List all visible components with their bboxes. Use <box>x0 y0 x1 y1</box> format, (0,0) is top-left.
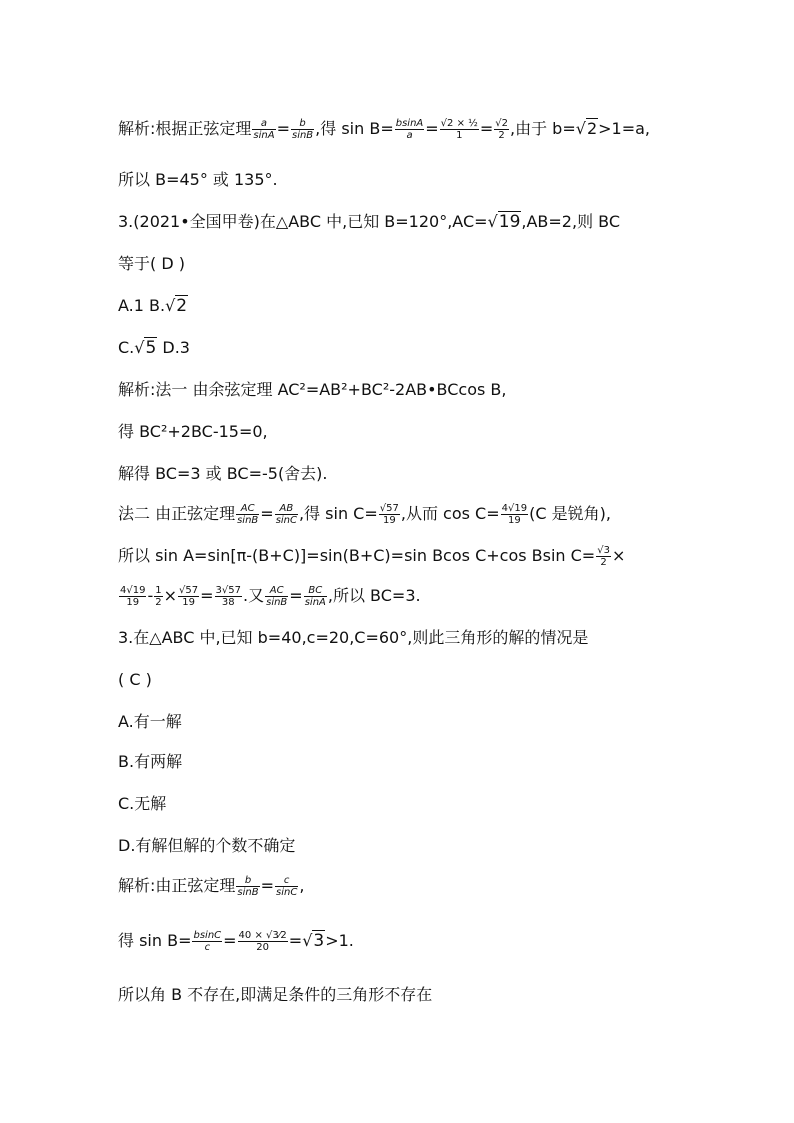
solution-3b-line-1: 解析:由正弦定理 $\frac{b}{\sin B}$ = $\frac{c}{\sin C}$ , <box>118 875 305 898</box>
fraction-3sqrt57-over-38: $\frac{3√57}{38}$ <box>215 585 242 608</box>
option-a <box>118 711 182 733</box>
option-b <box>118 751 182 773</box>
text: 等于( D ) <box>118 254 185 273</box>
fraction-sqrt57-over-19: $\frac{√57}{19}$ <box>179 585 199 608</box>
fraction-AC-over-sinB: $\frac{AC}{\sin B}$ <box>266 585 288 608</box>
text: 3.在△ABC 中,已知 b=40,c=20,C=60°,则此三角形的解的情况是 <box>118 628 589 647</box>
text: , <box>299 876 305 895</box>
text: × <box>163 586 178 605</box>
fraction-4sqrt19-over-19: $\frac{4√19}{19}$ <box>501 503 528 526</box>
solution-3b-conclusion <box>118 984 432 1006</box>
text: 所以角 B 不存在,即满足条件的三角形不存在 <box>118 985 433 1004</box>
text: A.有一解 <box>118 712 182 731</box>
fraction-b-over-sinB: $\frac{b}{\sin B}$ <box>237 875 259 898</box>
option-c <box>118 793 166 815</box>
fraction-AC-over-sinB: $\frac{AC}{\sin B}$ <box>237 503 259 526</box>
text: - <box>147 586 154 605</box>
fraction-b-over-sinB: $\frac{b}{\sin B}$ <box>291 118 314 141</box>
fraction-sqrt2-over-2: $\frac{√2}{2}$ <box>495 118 508 141</box>
text: A.1 B. <box>118 296 166 315</box>
text: ,所以 BC=3. <box>327 586 421 605</box>
text: ,得 sin C= <box>299 504 378 523</box>
text: ,得 sin B= <box>315 119 394 138</box>
question-3-answer <box>118 253 185 275</box>
fraction-bsinC-over-c: $\frac{bsinC}{c}$ <box>193 930 222 953</box>
fraction-40sqrt3-over-20: $\frac{40 \times √3⁄2}{20}$ <box>238 930 287 953</box>
solution-equation <box>118 421 268 443</box>
fraction-AB-over-sinC: $\frac{AB}{\sin C}$ <box>275 503 297 526</box>
question-3b-answer <box>118 669 152 691</box>
text: >1=a, <box>598 119 651 138</box>
text: ( C ) <box>118 670 152 689</box>
sqrt-3: √3 <box>302 931 325 951</box>
sqrt-2: √2 <box>165 296 188 316</box>
fraction-sqrt2-half-over-1: $\frac{\text{√2 × ½}}{1}$ <box>440 118 478 141</box>
sqrt-5: √5 <box>134 338 157 358</box>
answer-line <box>118 169 278 191</box>
sqrt-19: √19 <box>487 212 521 232</box>
text: D.3 <box>157 338 190 357</box>
solution-3b-line-2: 得 sin B= $\frac{bsinC}{c}$ = $\frac{40 \times √3⁄2}{20}$ =√3>1. <box>118 930 354 953</box>
options-a-b <box>118 295 188 317</box>
question-3b-stem <box>118 627 588 649</box>
text: ,从而 cos C= <box>400 504 500 523</box>
sqrt-2: √2 <box>575 119 598 138</box>
text: B.有两解 <box>118 752 183 771</box>
fraction-c-over-sinC: $\frac{c}{\sin C}$ <box>276 875 298 898</box>
text: 得 sin B= <box>118 931 192 950</box>
fraction-sqrt3-over-2: $\frac{√3}{2}$ <box>597 545 610 568</box>
text: 解析:法一 由余弦定理 AC²=AB²+BC²-2AB•BCcos B, <box>118 380 507 399</box>
fraction-4sqrt19-over-19: $\frac{4√19}{19}$ <box>120 585 146 608</box>
text: 解析:根据正弦定理 <box>118 119 252 138</box>
solution-sinA-expansion <box>118 545 625 568</box>
text: 所以 sin A=sin[π-(B+C)]=sin(B+C)=sin Bcos C+cos Bsin C= <box>118 546 596 565</box>
options-c-d <box>118 337 190 359</box>
fraction-bsinA-over-a: $\frac{bsinA}{a}$ <box>395 118 424 141</box>
text: 解得 BC=3 或 BC=-5(舍去). <box>118 464 328 483</box>
text: C.无解 <box>118 794 167 813</box>
text: ,AB=2,则 BC <box>521 212 621 231</box>
text: 解析:由正弦定理 <box>118 876 236 895</box>
text: = <box>200 586 214 605</box>
solution-method-1 <box>118 379 507 401</box>
text: ,由于 b= <box>509 119 576 138</box>
text: .又 <box>243 586 265 605</box>
text: (C 是锐角), <box>529 504 611 523</box>
solution-sinA-result: $\frac{4√19}{19}$ - $\frac{1}{2}$ × $\frac{√57}{19}$ = $\frac{3√57}{38}$ .又 $\frac{AC}{\sin B}$ = $\frac{BC}{\sin A}$ ,所以 BC=3. <box>120 585 421 608</box>
question-3-stem <box>118 211 620 233</box>
solution-line-1: 解析:根据正弦定理 $\frac{a}{\sin A}$ = $\frac{b}{\sin B}$ ,得 sin B= $\frac{bsinA}{a}$ = $\frac{\text{√2 × ½}}{1}$ = $\frac{√2}{2}$ ,由于 b=√2>1=a, <box>118 118 651 141</box>
text: 得 BC²+2BC-15=0, <box>118 422 268 441</box>
solution-result <box>118 463 328 485</box>
text: 法二 由正弦定理 <box>118 504 236 523</box>
text: × <box>611 546 626 565</box>
fraction-1-over-2: $\frac{1}{2}$ <box>155 585 162 608</box>
fraction-BC-over-sinA: $\frac{BC}{\sin A}$ <box>304 585 326 608</box>
fraction-sqrt57-over-19: $\frac{√57}{19}$ <box>379 503 399 526</box>
text: >1. <box>325 931 354 950</box>
text: 所以 B=45° 或 135°. <box>118 170 278 189</box>
solution-method-2: 法二 由正弦定理 $\frac{AC}{\sin B}$ = $\frac{AB}{\sin C}$ ,得 sin C= $\frac{√57}{19}$ ,从而 cos C= $\frac{4√19}{19}$ (C 是锐角), <box>118 503 611 526</box>
text: 3.(2021•全国甲卷)在△ABC 中,已知 B=120°,AC= <box>118 212 488 231</box>
option-d <box>118 835 295 857</box>
text: D.有解但解的个数不确定 <box>118 836 296 855</box>
text: C. <box>118 338 135 357</box>
fraction-a-over-sinA: $\frac{a}{\sin A}$ <box>253 118 275 141</box>
